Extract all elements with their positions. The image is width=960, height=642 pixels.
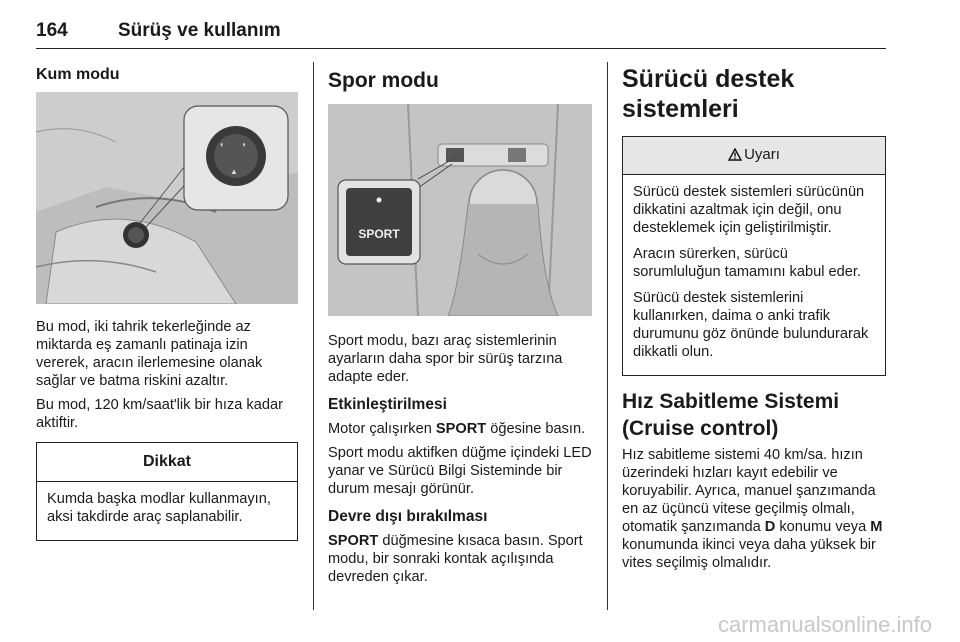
sand-mode-speed-limit: Bu mod, 120 km/saat'lik bir hıza kadar aktiftir.: [36, 397, 283, 431]
sport-mode-illustration: [328, 104, 592, 316]
gear-selector-drawing: [328, 104, 592, 316]
warning-box: [622, 136, 886, 376]
gear-m-key: M: [870, 519, 883, 535]
sport-mode-description: Sport modu, bazı araç sistemlerinin ayarların daha spor bir sürüş tarzına adapte eder.: [328, 333, 563, 385]
warning-header: [623, 137, 885, 175]
activation-heading: Etkinleştirilmesi: [328, 396, 447, 413]
caution-title: Dikkat: [37, 443, 297, 482]
warning-paragraph: Aracın sürerken, sürücü sorumluluğun tamamını kabul eder.: [633, 246, 861, 280]
watermark: carmanualsonline.info: [717, 612, 932, 637]
activation-step: Motor çalışırken SPORT öğesine basın.: [328, 421, 586, 437]
sand-mode-illustration: [36, 92, 298, 304]
sand-mode-heading: Kum modu: [36, 66, 120, 83]
cruise-control-heading: Hız Sabitleme Sistemi (Cruise control): [622, 390, 840, 440]
sport-key: SPORT: [328, 533, 379, 549]
svg-text:▲: ▲: [230, 167, 238, 176]
deactivation-step: SPORT düğmesine kısaca basın. Sport modu, bir sonraki kontak açılışında devreden çıkar.: [328, 533, 583, 585]
cruise-control-description: Hız sabitleme sistemi 40 km/sa. hızın üzerindeki hızları kayıt edebilir ve koruyabilir. Ayrıca, manuel şanzımanda en az üçüncü vitese geçilmiş olmalı, otomatik şanzımanda D konumu veya M konumunda ikinci veya daha yüksek bir vites seçilmiş olmalıdır.: [622, 447, 883, 571]
warning-paragraph: Sürücü destek sistemlerini kullanırken, daima o anki trafik durumunu göz önünde bulundurarak dikkatli olun.: [633, 290, 869, 360]
sport-button-label: SPORT: [358, 227, 400, 241]
caution-text: Kumda başka modlar kullanmayın, aksi takdirde araç saplanabilir.: [47, 491, 271, 525]
column-sand-mode: [36, 58, 298, 541]
column-sport-mode: [328, 58, 592, 592]
sport-key: SPORT: [435, 421, 487, 437]
driver-assistance-heading: Sürücü destek sistemleri: [622, 65, 795, 123]
deactivation-heading: Devre dışı bırakılması: [328, 508, 488, 525]
warning-title: Uyarı: [744, 146, 780, 163]
page-number: 164: [36, 20, 68, 41]
sport-mode-heading: Spor modu: [328, 69, 439, 92]
column-driver-assistance: [622, 58, 886, 578]
warning-paragraph: Sürücü destek sistemleri sürücünün dikkatini azaltmak için değil, onu desteklemek için geliştirilmiştir.: [633, 184, 865, 236]
column-divider: [313, 62, 314, 610]
chapter-title: Sürüş ve kullanım: [118, 20, 281, 41]
page-header: [36, 10, 886, 49]
gear-d-key: D: [764, 519, 776, 535]
console-knob-drawing: [36, 92, 298, 304]
svg-text:◐: ◐: [220, 140, 225, 149]
column-divider: [607, 62, 608, 610]
svg-text:◑: ◑: [241, 140, 246, 149]
warning-body: [623, 175, 885, 375]
caution-body: [37, 482, 297, 540]
caution-box: [36, 442, 298, 541]
sand-mode-description: Bu mod, iki tahrik tekerleğinde az miktarda eş zamanlı patinaja izin vererek, aracın ilerlemesine olanak sağlar ve batma riskini azaltır.: [36, 319, 263, 389]
activation-led-note: Sport modu aktifken düğme içindeki LED yanar ve Sürücü Bilgi Sisteminde bir durum mesajı görünür.: [328, 445, 592, 497]
warning-triangle-icon: [728, 148, 742, 165]
